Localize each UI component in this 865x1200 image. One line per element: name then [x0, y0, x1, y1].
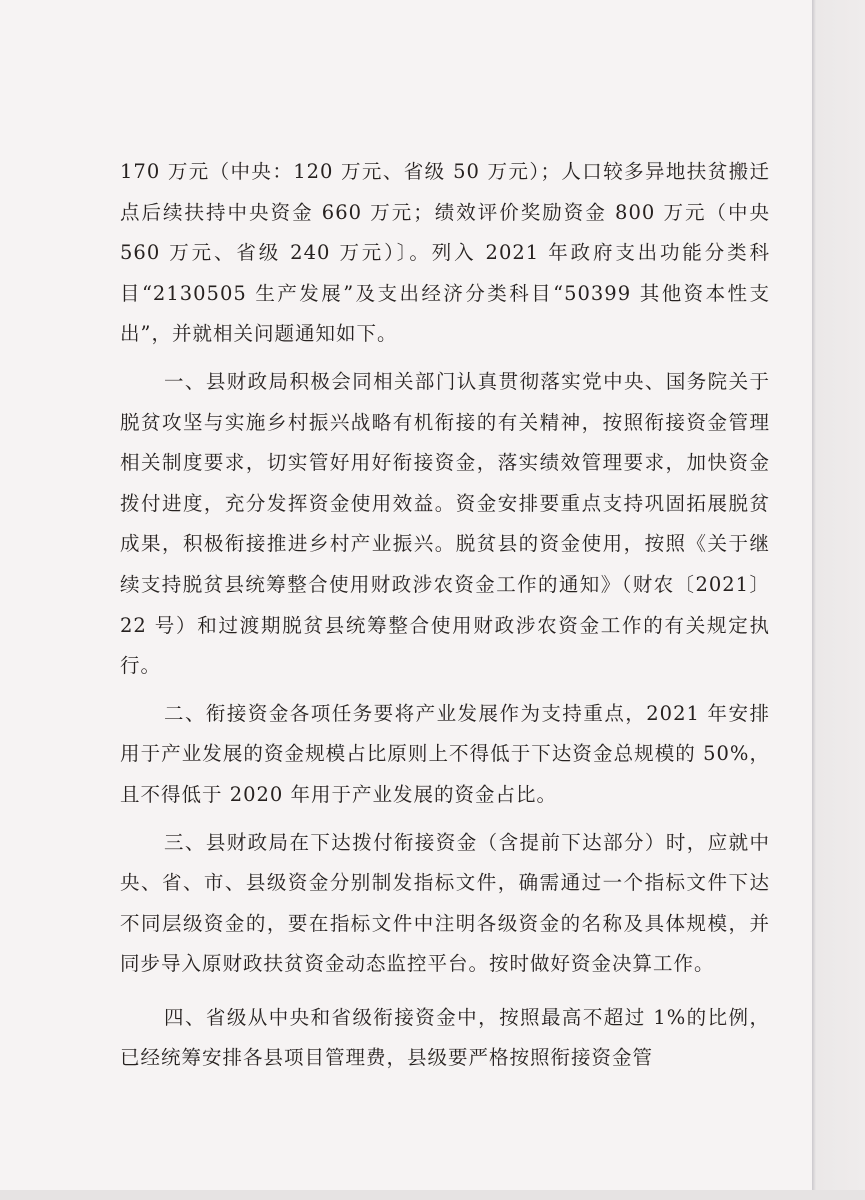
- page-bottom-edge: [0, 1190, 865, 1200]
- paragraph-item-2: 二、衔接资金各项任务要将产业发展作为支持重点，2021 年安排用于产业发展的资金规模占比原则上不得低于下达资金总规模的 50%，且不得低于 2020 年用于产业发展的资金占比。: [120, 701, 770, 806]
- document-body: [120, 152, 770, 1079]
- paragraph-item-4: 四、省级从中央和省级衔接资金中，按照最高不超过 1%的比例，已经统筹安排各县项目管理费，县级要严格按照衔接资金管: [120, 1005, 770, 1070]
- paragraph-item-3: 三、县财政局在下达拨付衔接资金（含提前下达部分）时，应就中央、省、市、县级资金分别制发指标文件，确需通过一个指标文件下达不同层级资金的，要在指标文件中注明各级资金的名称及具体规模，并同步导入原财政扶贫资金动态监控平台。按时做好资金决算工作。: [120, 830, 770, 976]
- paragraph-item-1: 一、县财政局积极会同相关部门认真贯彻落实党中央、国务院关于脱贫攻坚与实施乡村振兴战略有机衔接的有关精神，按照衔接资金管理相关制度要求，切实管好用好衔接资金，落实绩效管理要求，加快资金拨付进度，充分发挥资金使用效益。资金安排要重点支持巩固拓展脱贫成果，积极衔接推进乡村产业振兴。脱贫县的资金使用，按照《关于继续支持脱贫县统筹整合使用财政涉农资金工作的通知》（财农〔2021〕22 号）和过渡期脱贫县统筹整合使用财政涉农资金工作的有关规定执行。: [120, 369, 770, 678]
- paragraph-continuation: 170 万元（中央：120 万元、省级 50 万元）；人口较多异地扶贫搬迁点后续扶持中央资金 660 万元；绩效评价奖励资金 800 万元（中央 560 万元、省级 240 万元）〕。列入 2021 年政府支出功能分类科目“2130505 生产发展”及支出经济分类科目“50399 其他资本性支出”，并就相关问题通知如下。: [120, 160, 770, 346]
- page-edge: [812, 0, 865, 1200]
